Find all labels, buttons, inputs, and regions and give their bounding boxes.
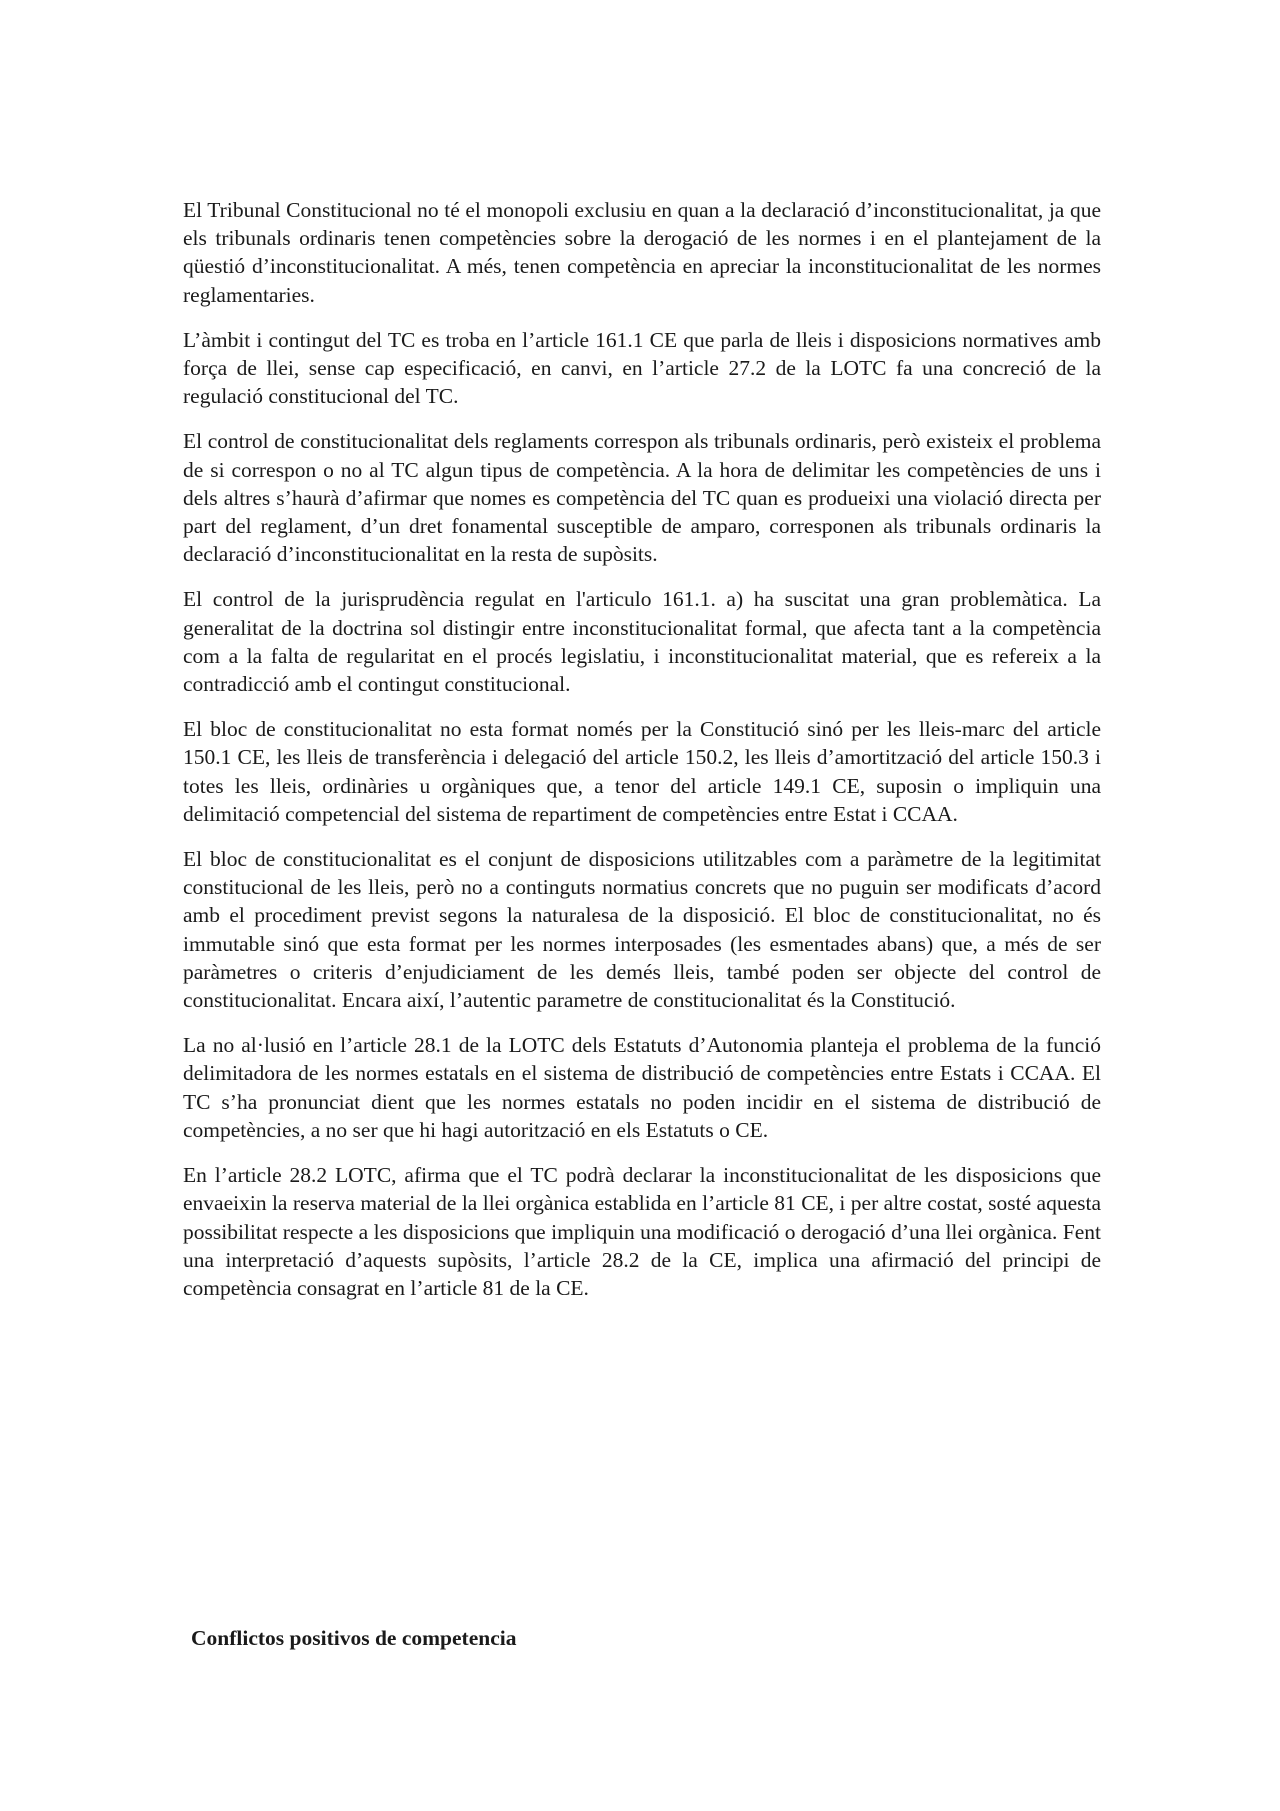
document-body [183,196,1101,1319]
paragraph-5: El bloc de constitucionalitat no esta format només per la Constitució sinó per les lleis-marc del article 150.1 CE, les lleis de transferència i delegació del article 150.2, les lleis d’amortització del article 150.3 i totes les lleis, ordinàries u orgàniques que, a tenor del article 149.1 CE, suposin o impliquin una delimitació competencial del sistema de repartiment de competències entre Estat i CCAA. [183,717,1101,826]
paragraph-2: L’àmbit i contingut del TC es troba en l’article 161.1 CE que parla de lleis i disposicions normatives amb força de llei, sense cap especificació, en canvi, en l’article 27.2 de la LOTC fa una concreció de la regulació constitucional del TC. [183,327,1101,409]
paragraph-6: El bloc de constitucionalitat es el conjunt de disposicions utilitzables com a paràmetre de la legitimitat constitucional de les lleis, però no a continguts normatius concrets que no puguin ser modificats d’acord amb el procediment previst segons la naturalesa de la disposició. El bloc de constitucionalitat, no és immutable sinó que esta format per les normes interposades (les esmentades abans) que, a més de ser paràmetres o criteris d’enjudiciament de les demés lleis, també poden ser objecte del control de constitucionalitat. Encara així, l’autentic parametre de constitucionalitat és la Constitució. [183,847,1101,1013]
paragraph-4: El control de la jurisprudència regulat en l'articulo 161.1. a) ha suscitat una gran problemàtica. La generalitat de la doctrina sol distingir entre inconstitucionalitat formal, que afecta tant a la competència com a la falta de regularitat en el procés legislatiu, i inconstitucionalitat material, que es refereix a la contradicció amb el contingut constitucional. [183,587,1101,697]
section-heading: Conflictos positivos de competencia [191,1626,517,1650]
paragraph-1: El Tribunal Constitucional no té el monopoli exclusiu en quan a la declaració d’inconstitucionalitat, ja que els tribunals ordinaris tenen competències sobre la derogació de les normes i en el plantejament de la qüestió d’inconstitucionalitat. A més, tenen competència en apreciar la inconstitucionalitat de les normes reglamentaries. [183,198,1101,307]
paragraph-8: En l’article 28.2 LOTC, afirma que el TC podrà declarar la inconstitucionalitat de les disposicions que envaeixin la reserva material de la llei orgànica establida en l’article 81 CE, i per altre costat, sosté aquesta possibilitat respecte a les disposicions que impliquin una modificació o derogació d’una llei orgànica. Fent una interpretació d’aquests supòsits, l’article 28.2 de la CE, implica una afirmació del principi de competència consagrat en l’article 81 de la CE. [183,1163,1101,1300]
paragraph-7: La no al·lusió en l’article 28.1 de la LOTC dels Estatuts d’Autonomia planteja el problema de la funció delimitadora de les normes estatals en el sistema de distribució de competències entre Estats i CCAA. El TC s’ha pronunciat dient que les normes estatals no poden incidir en el sistema de distribució de competències, a no ser que hi hagi autorització en els Estatuts o CE. [183,1033,1101,1142]
paragraph-3: El control de constitucionalitat dels reglaments correspon als tribunals ordinaris, però existeix el problema de si correspon o no al TC algun tipus de competència. A la hora de delimitar les competències de uns i dels altres s’haurà d’afirmar que nomes es competència del TC quan es produeixi una violació directa per part del reglament, d’un dret fonamental susceptible de amparo, corresponen als tribunals ordinaris la declaració d’inconstitucionalitat en la resta de supòsits. [183,429,1101,567]
